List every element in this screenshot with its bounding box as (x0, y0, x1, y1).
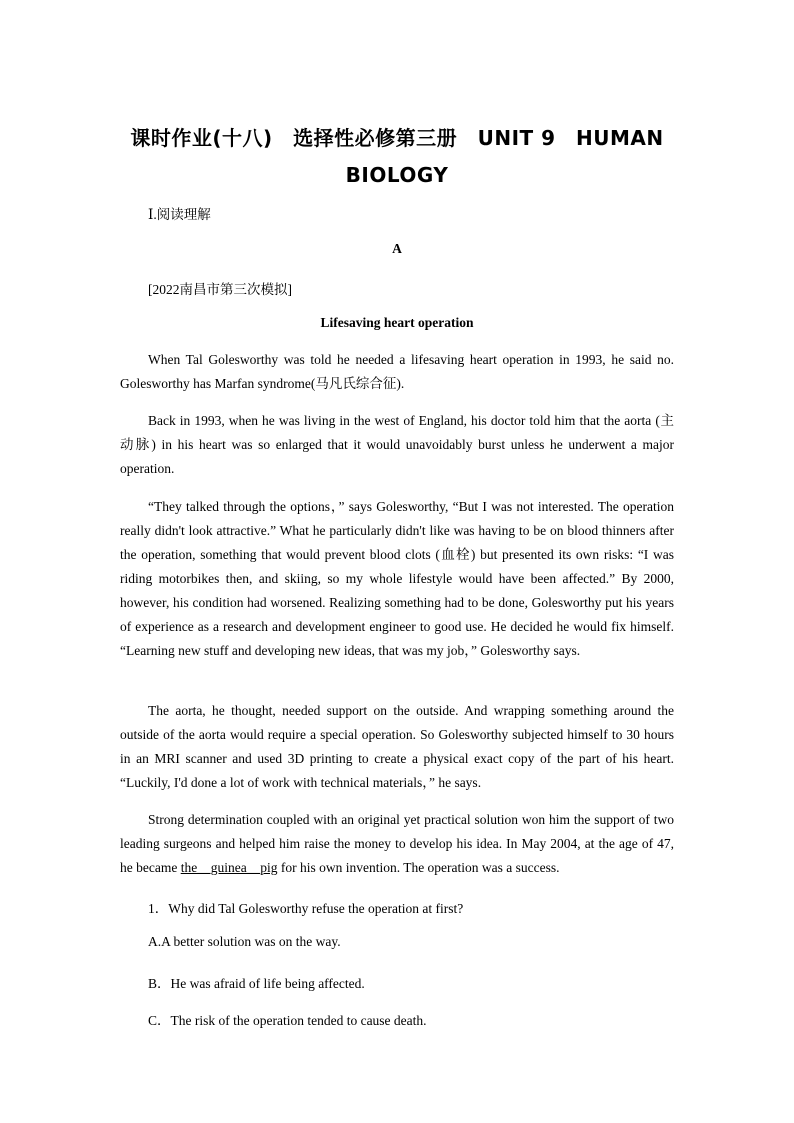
paragraph-text-before: Strong determination coupled with an original yet practical solution won him the support of two leading surgeons and helped him raise the money to develop his idea. In May 2004, at the age of 47, he became (120, 812, 674, 875)
paragraph-text-after: for his own invention. The operation was a success. (277, 860, 560, 875)
paragraph-text: When Tal Golesworthy was told he needed a lifesaving heart operation in 1993, he said no. Golesworthy has Marfan syndrome(马凡氏综合征). (120, 352, 674, 391)
paragraph-5 (120, 808, 674, 880)
underlined-phrase: the__guinea__pig (180, 860, 278, 875)
paragraph-1 (120, 348, 674, 396)
paragraph-text: Back in 1993, when he was living in the west of England, his doctor told him that the aorta (主动脉) in his heart was so enlarged that it would unavoidably burst unless he underwent a major operation. (120, 413, 674, 476)
option-b: B．He was afraid of life being affected. (148, 976, 365, 991)
passage-title: Lifesaving heart operation (320, 315, 474, 330)
paragraph-2 (120, 409, 674, 481)
source-note: [2022南昌市第三次模拟] (148, 282, 292, 297)
page-title-line-2: BIOLOGY (345, 163, 449, 187)
question-stem: 1．Why did Tal Golesworthy refuse the operation at first? (148, 901, 464, 916)
page-title-line-1: 课时作业(十八) 选择性必修第三册 UNIT 9 HUMAN (130, 126, 664, 150)
paragraph-3 (120, 495, 674, 663)
option-c: C．The risk of the operation tended to cause death. (148, 1013, 427, 1028)
paragraph-4 (120, 699, 674, 795)
option-a: A.A better solution was on the way. (148, 934, 341, 949)
passage-letter: A (392, 241, 402, 256)
paragraph-text: “They talked through the options，” says Golesworthy, “But I was not interested. The operation really didn't look attractive.” What he particularly didn't like was having to be on blood thinners after the operation, something that would prevent blood clots (血栓) but presented its own risks: “I was riding motorbikes then, and skiing, so my whole lifestyle would have been affected.” By 2000, however, his condition had worsened. Realizing something had to be done, Golesworthy put his years of experience as a research and development engineer to good use. He decided he would fix himself. “Learning new stuff and developing new ideas, that was my job，” Golesworthy says. (120, 499, 674, 658)
section-label: Ⅰ.阅读理解 (148, 207, 211, 222)
paragraph-text: The aorta, he thought, needed support on the outside. And wrapping something around the outside of the aorta would require a special operation. So Golesworthy subjected himself to 30 hours in an MRI scanner and used 3D printing to create a physical exact copy of the part of his heart. “Luckily, I'd done a lot of work with technical materials，” he says. (120, 703, 674, 790)
